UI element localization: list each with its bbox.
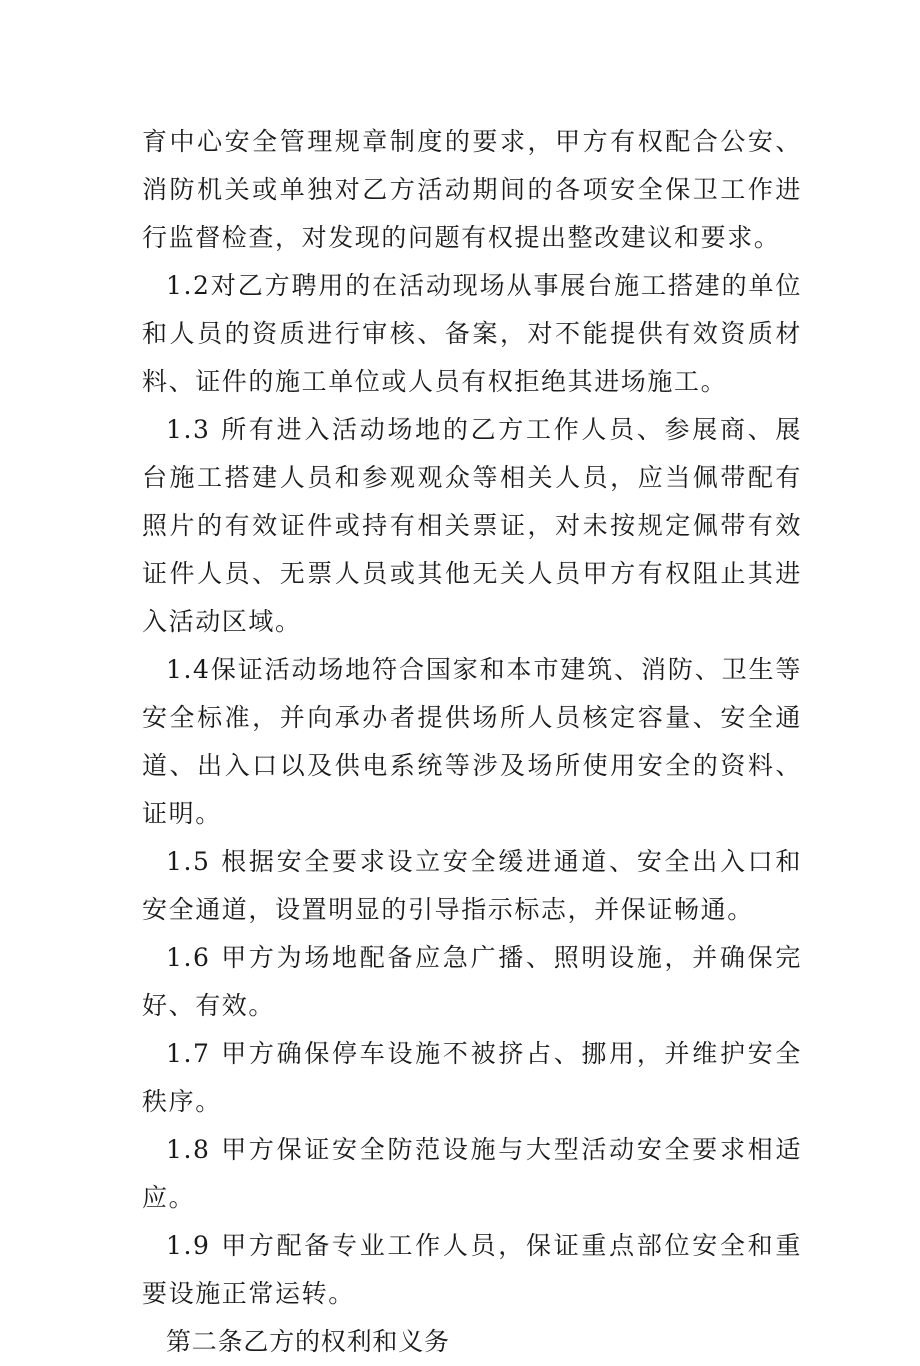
paragraph-1-4: 1.4保证活动场地符合国家和本市建筑、消防、卫生等安全标准，并向承办者提供场所人员核定容量、安全通道、出入口以及供电系统等涉及场所使用安全的资料、证明。 xyxy=(142,655,802,828)
document-body xyxy=(142,118,802,1366)
paragraph-1-1-continued: 育中心安全管理规章制度的要求，甲方有权配合公安、消防机关或单独对乙方活动期间的各项安全保卫工作进行监督检查，对发现的问题有权提出整改建议和要求。 xyxy=(142,127,802,252)
paragraph-1-9: 1.9 甲方配备专业工作人员，保证重点部位安全和重要设施正常运转。 xyxy=(142,1231,802,1308)
paragraph-1-6: 1.6 甲方为场地配备应急广播、照明设施，并确保完好、有效。 xyxy=(142,943,802,1020)
paragraph-1-2: 1.2对乙方聘用的在活动现场从事展台施工搭建的单位和人员的资质进行审核、备案，对不能提供有效资质材料、证件的施工单位或人员有权拒绝其进场施工。 xyxy=(142,271,802,396)
paragraph-1-8: 1.8 甲方保证安全防范设施与大型活动安全要求相适应。 xyxy=(142,1135,802,1212)
paragraph-1-5: 1.5 根据安全要求设立安全缓进通道、安全出入口和安全通道，设置明显的引导指示标志，并保证畅通。 xyxy=(142,847,802,924)
paragraph-1-3: 1.3 所有进入活动场地的乙方工作人员、参展商、展台施工搭建人员和参观观众等相关人员，应当佩带配有照片的有效证件或持有相关票证，对未按规定佩带有效证件人员、无票人员或其他无关人员甲方有权阻止其进入活动区域。 xyxy=(142,415,802,636)
paragraph-1-7: 1.7 甲方确保停车设施不被挤占、挪用，并维护安全秩序。 xyxy=(142,1039,802,1116)
section-heading: 第二条乙方的权利和义务 xyxy=(166,1327,450,1356)
